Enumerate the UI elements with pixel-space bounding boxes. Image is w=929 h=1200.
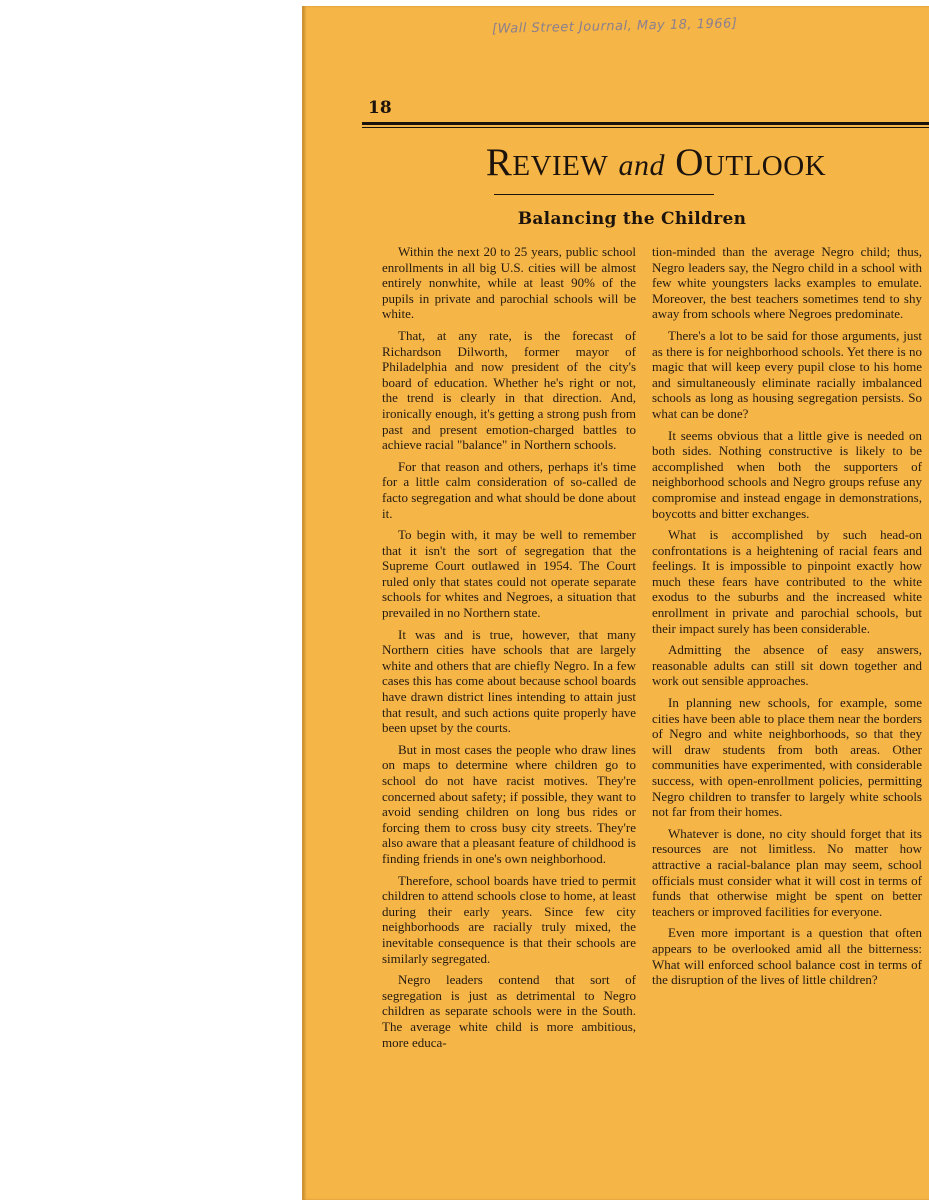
header-rule-thin [362, 127, 929, 128]
title-connector: and [618, 149, 666, 182]
article-headline: Balancing the Children [517, 209, 747, 229]
paragraph: Within the next 20 to 25 years, public school enrollments in all big U.S. cities will be almost entirely nonwhite, while at least 90% of the pupils in private and parochial schools will be white. [382, 244, 636, 322]
title-rest-outlook: UTLOOK [703, 150, 827, 182]
paragraph: What is accomplished by such head-on confrontations is a heightening of racial fears and feelings. It is impossible to pinpoint exactly how much these fears have contributed to the white exodus to the suburbs and the increased white enrollment in private and parochial schools, but their impact surely has been considerable. [652, 527, 922, 636]
handwritten-source-note: [Wall Street Journal, May 18, 1966] [491, 16, 738, 37]
paragraph: In planning new schools, for example, some cities have been able to place them near the borders of Negro and white neighborhoods, so that they will draw students from both areas. Other communities have experimented, with considerable success, with open-enrollment policies, permitting Negro children to transfer to largely white schools not far from their homes. [652, 695, 922, 820]
paragraph: For that reason and others, perhaps it's time for a little calm consideration of so-called de facto segregation and what should be done about it. [382, 458, 636, 521]
article-column-left [382, 244, 636, 1056]
paragraph: It was and is true, however, that many Northern cities have schools that are largely white and others that are chiefly Negro. In a few cases this has come about because school boards have drawn district lines intending to attain just that result, and such actions quite properly have been upset by the courts. [382, 626, 636, 736]
paragraph: Whatever is done, no city should forget that its resources are not limitless. No matter how attractive a racial-balance plan may seem, school officials must consider what it will cost in terms of funds that otherwise might be spent on better teachers or improved facilities for everyone. [652, 825, 922, 919]
paragraph: Negro leaders contend that sort of segregation is just as detrimental to Negro children as separate schools were in the South. The average white child is more ambitious, more educa- [382, 972, 636, 1050]
paragraph: But in most cases the people who draw lines on maps to determine where children go to school do not have racist motives. They're concerned about safety; if possible, they want to avoid sending children on long bus rides or forcing them to cross busy city streets. They're also aware that a pleasant feature of childhood is finding friends in one's own neighborhood. [382, 741, 636, 866]
paragraph: Therefore, school boards have tried to permit children to attend schools close to home, at least during their early years. Since few city neighborhoods are racially truly mixed, the inevitable consequence is that their schools are similarly segregated. [382, 872, 636, 966]
paragraph: Admitting the absence of easy answers, reasonable adults can still sit down together and work out sensible approaches. [652, 642, 922, 689]
page-number: 18 [368, 98, 392, 118]
paragraph: Even more important is a question that often appears to be overlooked amid all the bitterness: What will enforced school balance cost in terms of the disruption of the lives of little children? [652, 925, 922, 988]
paragraph: There's a lot to be said for those arguments, just as there is for neighborhood schools. Yet there is no magic that will keep every pupil close to his home and simultaneously eliminate racially imbalanced schools as long as housing segregation persists. So what can be done? [652, 327, 922, 421]
title-initial-r: R [485, 141, 513, 184]
paragraph: It seems obvious that a little give is needed on both sides. Nothing constructive is likely to be accomplished when both the supporters of neighborhood schools and Negro groups refuse any compromise and instead engage in demonstrations, boycotts and bitter exchanges. [652, 427, 922, 521]
title-rest-review: EVIEW [512, 150, 609, 182]
article-column-right [652, 244, 922, 994]
newspaper-clipping [302, 6, 929, 1200]
paragraph: To begin with, it may be well to remember that it isn't the sort of segregation that the Supreme Court outlawed in 1954. The Court ruled only that states could not operate separate schools for whites and Negroes, a situation that prevailed in no Northern state. [382, 527, 636, 621]
paragraph: tion-minded than the average Negro child; thus, Negro leaders say, the Negro child in a school with few white youngsters lacks examples to emulate. Moreover, the best teachers sometimes tend to shy away from schools where Negroes predominate. [652, 244, 922, 322]
title-initial-o: O [675, 141, 704, 184]
header-rule [362, 122, 929, 125]
section-title [426, 140, 886, 185]
paragraph: That, at any rate, is the forecast of Richardson Dilworth, former mayor of Philadelphia and now president of the city's board of education. Whether he's right or not, the trend is clearly in that direction. And, ironically enough, it's getting a strong push from past and present emotion-charged battles to achieve racial "balance" in Northern schools. [382, 327, 636, 453]
title-underline [494, 194, 714, 195]
